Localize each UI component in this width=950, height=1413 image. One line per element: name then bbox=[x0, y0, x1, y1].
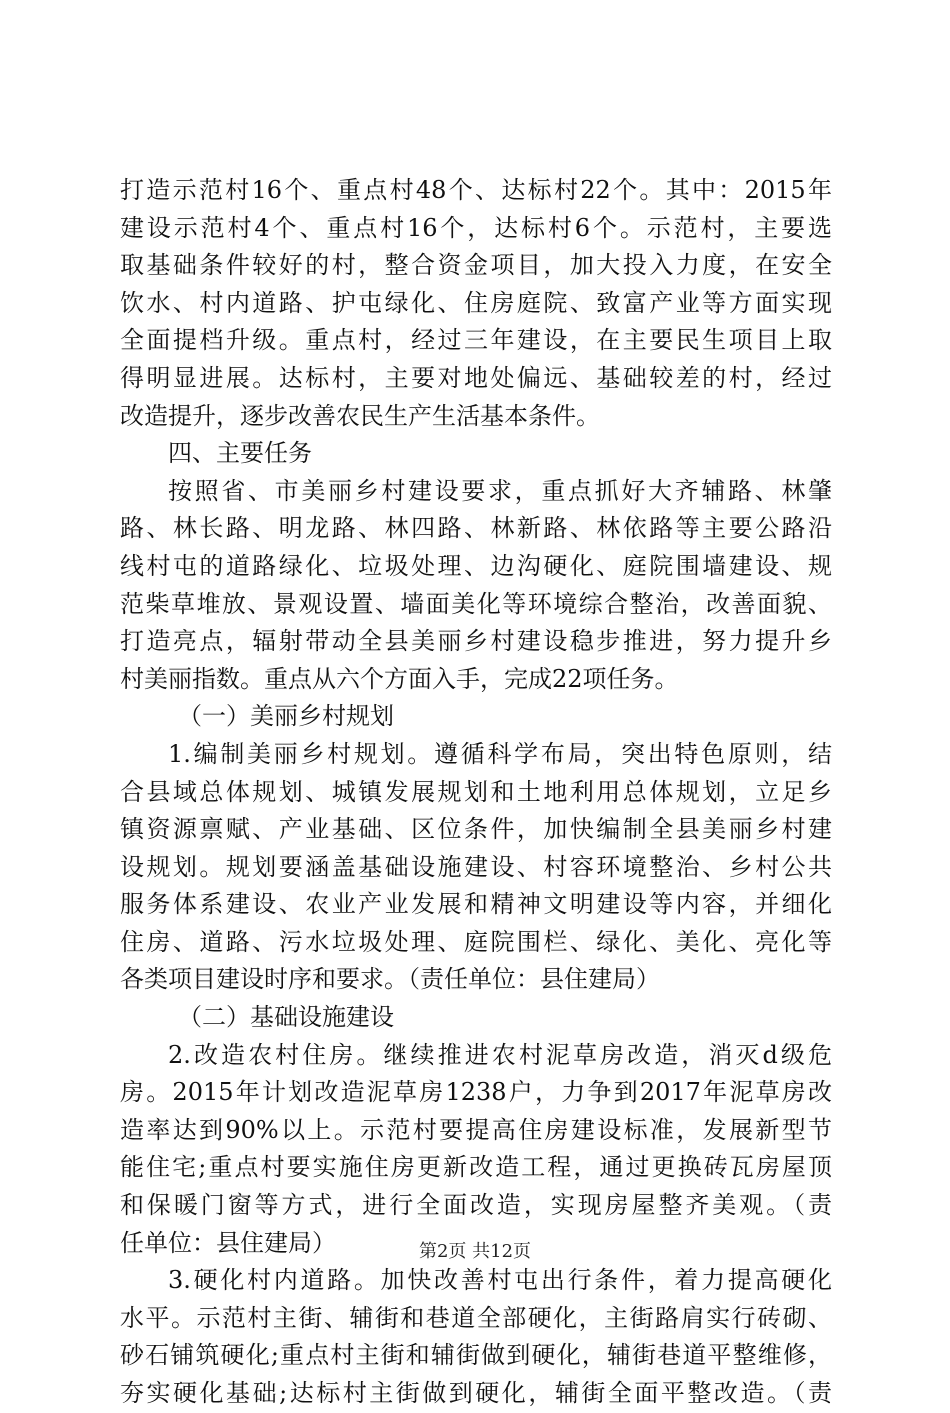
subsection-heading: （一）美丽乡村规划 bbox=[178, 702, 394, 731]
text-line: 饮水、村内道路、护屯绿化、住房庭院、致富产业等方面实现 bbox=[120, 288, 832, 317]
text-line: 砂石铺筑硬化;重点村主街和辅街做到硬化，辅街巷道平整维修， bbox=[120, 1341, 832, 1370]
text-line: 2.改造农村住房。继续推进农村泥草房改造，消灭d级危 bbox=[168, 1040, 832, 1069]
text-line: 服务体系建设、农业产业发展和精神文明建设等内容，并细化 bbox=[120, 890, 832, 919]
text-line: 任单位：县住建局） bbox=[120, 1228, 336, 1257]
text-line: 镇资源禀赋、产业基础、区位条件，加快编制全县美丽乡村建 bbox=[120, 815, 832, 844]
text-line: 能住宅;重点村要实施住房更新改造工程，通过更换砖瓦房屋顶 bbox=[120, 1153, 832, 1182]
text-line: 住房、道路、污水垃圾处理、庭院围栏、绿化、美化、亮化等 bbox=[120, 927, 832, 956]
text-line: 全面提档升级。重点村，经过三年建设，在主要民生项目上取 bbox=[120, 326, 832, 355]
text-line: 线村屯的道路绿化、垃圾处理、边沟硬化、庭院围墙建设、规 bbox=[120, 551, 832, 580]
text-line: 打造示范村16个、重点村48个、达标村22个。其中：2015年 bbox=[120, 176, 832, 204]
text-line: 建设示范村4个、重点村16个，达标村6个。示范村，主要选 bbox=[120, 213, 832, 242]
text-line: 范柴草堆放、景观设置、墙面美化等环境综合整治，改善面貌、 bbox=[120, 589, 832, 618]
text-line: 路、林长路、明龙路、林四路、林新路、林依路等主要公路沿 bbox=[120, 514, 832, 543]
text-line: 合县域总体规划、城镇发展规划和土地利用总体规划，立足乡 bbox=[120, 777, 832, 806]
text-line: 和保暖门窗等方式，进行全面改造，实现房屋整齐美观。（责 bbox=[120, 1191, 832, 1220]
text-line: 各类项目建设时序和要求。（责任单位：县住建局） bbox=[120, 965, 660, 994]
text-line: 造率达到90%以上。示范村要提高住房建设标准，发展新型节 bbox=[120, 1115, 832, 1144]
document-body bbox=[120, 172, 832, 1413]
text-line: 3.硬化村内道路。加快改善村屯出行条件，着力提高硬化 bbox=[168, 1266, 832, 1295]
text-line: 改造提升，逐步改善农民生产生活基本条件。 bbox=[120, 401, 600, 430]
text-line: 夯实硬化基础;达标村主街做到硬化，辅街全面平整改造。（责 bbox=[120, 1379, 832, 1407]
text-line: 村美丽指数。重点从六个方面入手，完成22项任务。 bbox=[120, 664, 679, 693]
text-line: 按照省、市美丽乡村建设要求，重点抓好大齐辅路、林肇 bbox=[168, 476, 832, 505]
page-number-footer: 第2页 共12页 bbox=[418, 1241, 532, 1262]
section-heading: 四、主要任务 bbox=[168, 439, 312, 468]
text-line: 房。2015年计划改造泥草房1238户，力争到2017年泥草房改 bbox=[120, 1078, 832, 1107]
text-line: 取基础条件较好的村，整合资金项目，加大投入力度，在安全 bbox=[120, 251, 832, 280]
subsection-heading: （二）基础设施建设 bbox=[178, 1003, 394, 1032]
text-line: 打造亮点，辐射带动全县美丽乡村建设稳步推进，努力提升乡 bbox=[120, 627, 832, 656]
text-line: 得明显进展。达标村，主要对地处偏远、基础较差的村，经过 bbox=[120, 363, 832, 392]
text-line: 1.编制美丽乡村规划。遵循科学布局，突出特色原则，结 bbox=[168, 739, 832, 768]
text-line: 水平。示范村主街、辅街和巷道全部硬化，主街路肩实行砖砌、 bbox=[120, 1303, 832, 1332]
text-line: 设规划。规划要涵盖基础设施建设、村容环境整治、乡村公共 bbox=[120, 852, 832, 881]
